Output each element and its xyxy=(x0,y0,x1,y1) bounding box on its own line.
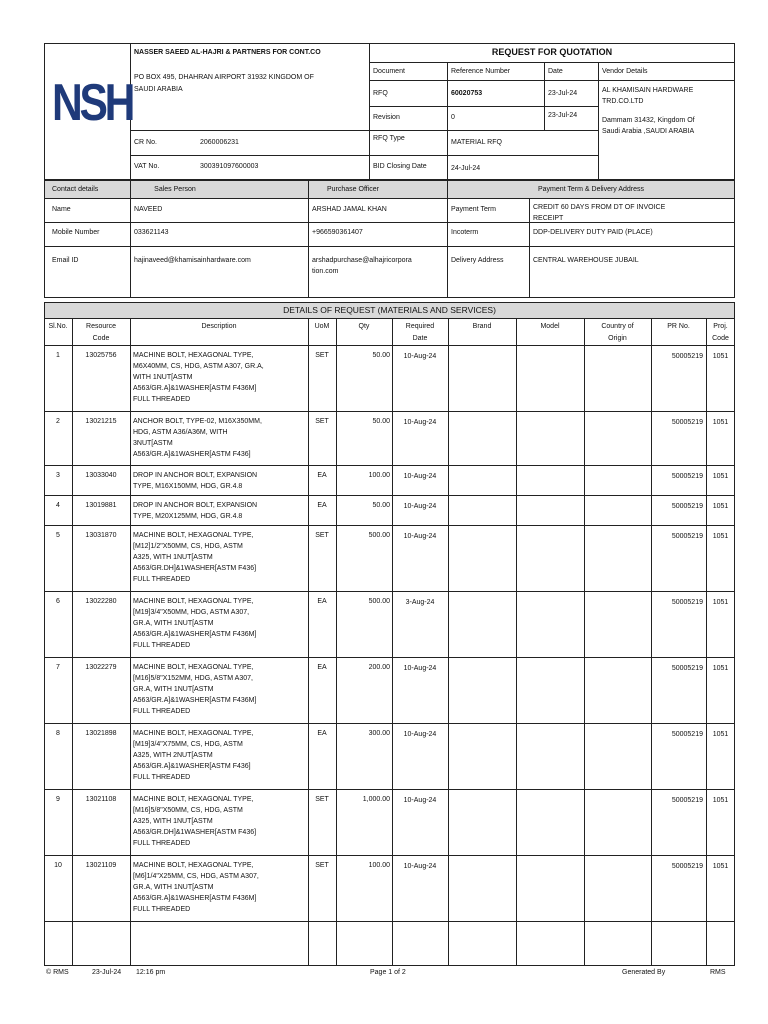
item-description-line: A563/GR.A]&1WASHER[ASTM F436M] xyxy=(133,631,257,638)
item-description-line: A563/GR.A]&1WASHER[ASTM F436M] xyxy=(133,895,257,902)
header-uom: UoM xyxy=(314,323,330,330)
item-proj-code: 1051 xyxy=(712,473,729,480)
item-uom: EA xyxy=(317,730,327,737)
item-description-line: A325, WITH 1NUT[ASTM xyxy=(133,554,213,561)
purchase-officer-header: Purchase Officer xyxy=(326,186,379,193)
item-description-line: ANCHOR BOLT, TYPE-02, M16X350MM, xyxy=(133,418,262,425)
item-description-line: [M16]5/8"X152MM, HDG, ASTM A307, xyxy=(133,675,253,682)
item-qty: 200.00 xyxy=(368,664,390,671)
item-proj-code: 1051 xyxy=(712,503,729,510)
footer-generated-label: Generated By xyxy=(622,969,666,976)
item-pr-no: 50005219 xyxy=(671,863,703,870)
item-uom: SET xyxy=(315,418,329,425)
header-model: Model xyxy=(540,323,560,330)
item-description-line: A325, WITH 1NUT[ASTM xyxy=(133,818,213,825)
header-pr-no: PR No. xyxy=(667,323,690,330)
item-required-date: 10-Aug-24 xyxy=(403,797,437,804)
item-proj-code: 1051 xyxy=(712,599,729,606)
item-description-line: FULL THREADED xyxy=(133,396,191,403)
item-description-line: A563/GR.A]&1WASHER[ASTM F436M] xyxy=(133,385,257,392)
item-uom: SET xyxy=(315,862,329,869)
footer-date: 23-Jul-24 xyxy=(92,969,122,976)
item-uom: SET xyxy=(315,796,329,803)
vendor-address-line1: Dammam 31432, Kingdom Of xyxy=(602,117,695,124)
header-proj-1: Proj. xyxy=(713,323,728,330)
item-sl-no: 8 xyxy=(56,730,60,737)
date-label: Date xyxy=(548,68,563,75)
item-description-line: DROP IN ANCHOR BOLT, EXPANSION xyxy=(133,472,258,479)
item-resource-code: 13021109 xyxy=(85,862,117,869)
header-description: Description xyxy=(201,323,237,330)
header-proj-2: Code xyxy=(712,335,729,342)
item-resource-code: 13021215 xyxy=(85,418,117,425)
purchase-mobile: +966590361407 xyxy=(312,229,363,236)
item-proj-code: 1051 xyxy=(712,863,729,870)
item-required-date: 10-Aug-24 xyxy=(403,863,437,870)
header-required-1: Required xyxy=(405,323,435,330)
item-uom: EA xyxy=(317,664,327,671)
item-required-date: 10-Aug-24 xyxy=(403,473,437,480)
payment-term-value-2: RECEIPT xyxy=(533,215,564,222)
item-resource-code: 13022279 xyxy=(85,664,117,671)
company-address-line2: SAUDI ARABIA xyxy=(134,86,183,93)
vendor-label: Vendor Details xyxy=(602,68,648,75)
cr-label: CR No. xyxy=(134,139,157,146)
contact-details-header: Contact details xyxy=(52,186,99,193)
item-qty: 100.00 xyxy=(368,472,390,479)
item-description-line: GR.A, WITH 1NUT[ASTM xyxy=(133,686,214,693)
sales-mobile: 033621143 xyxy=(134,229,169,236)
company-address-line1: PO BOX 495, DHAHRAN AIRPORT 31932 KINGDOM OF xyxy=(134,74,314,81)
item-sl-no: 1 xyxy=(56,352,60,359)
item-description-line: FULL THREADED xyxy=(133,708,191,715)
item-description-line: 3NUT[ASTM xyxy=(133,440,173,447)
cr-value: 2060006231 xyxy=(200,139,239,146)
item-pr-no: 50005219 xyxy=(671,533,703,540)
item-description-line: FULL THREADED xyxy=(133,576,191,583)
item-required-date: 3-Aug-24 xyxy=(405,599,435,606)
item-required-date: 10-Aug-24 xyxy=(403,353,437,360)
item-proj-code: 1051 xyxy=(712,731,729,738)
item-qty: 50.00 xyxy=(372,352,390,359)
item-description-line: [M19]3/4"X75MM, CS, HDG, ASTM xyxy=(133,741,243,748)
item-pr-no: 50005219 xyxy=(671,665,703,672)
rfq-title: REQUEST FOR QUOTATION xyxy=(491,47,613,57)
item-required-date: 10-Aug-24 xyxy=(403,503,437,510)
email-label: Email ID xyxy=(52,257,79,264)
item-qty: 50.00 xyxy=(372,502,390,509)
document-label: Document xyxy=(373,68,405,75)
item-pr-no: 50005219 xyxy=(671,599,703,606)
item-sl-no: 5 xyxy=(56,532,60,539)
footer-page: Page 1 of 2 xyxy=(370,969,406,976)
item-resource-code: 13021108 xyxy=(85,796,117,803)
payment-term-value-1: CREDIT 60 DAYS FROM DT OF INVOICE xyxy=(533,204,666,211)
item-uom: EA xyxy=(317,598,327,605)
item-required-date: 10-Aug-24 xyxy=(403,731,437,738)
item-description-line: [M19]3/4"X50MM, HDG, ASTM A307, xyxy=(133,609,250,616)
item-description-line: DROP IN ANCHOR BOLT, EXPANSION xyxy=(133,502,258,509)
item-description-line: MACHINE BOLT, HEXAGONAL TYPE, xyxy=(133,352,254,359)
rfq-type-value: MATERIAL RFQ xyxy=(451,139,502,146)
payment-delivery-header: Payment Term & Delivery Address xyxy=(537,186,645,193)
incoterm-label: Incoterm xyxy=(451,229,479,236)
item-description-line: WITH 1NUT[ASTM xyxy=(133,374,193,381)
item-description-line: A325, WITH 2NUT[ASTM xyxy=(133,752,213,759)
rfq-label: RFQ xyxy=(373,90,388,97)
company-logo: NSH xyxy=(52,74,133,132)
item-description-line: MACHINE BOLT, HEXAGONAL TYPE, xyxy=(133,862,254,869)
item-description-line: FULL THREADED xyxy=(133,774,191,781)
header-country-1: Country of xyxy=(601,323,634,330)
item-resource-code: 13033040 xyxy=(85,472,117,479)
item-qty: 1,000.00 xyxy=(362,796,390,803)
item-uom: EA xyxy=(317,472,327,479)
item-qty: 300.00 xyxy=(368,730,390,737)
item-description-line: GR.A, WITH 1NUT[ASTM xyxy=(133,620,214,627)
header-resource-1: Resource xyxy=(86,323,116,330)
item-description-line: MACHINE BOLT, HEXAGONAL TYPE, xyxy=(133,598,254,605)
item-sl-no: 3 xyxy=(56,472,60,479)
item-description-line: [M12]1/2"X50MM, CS, HDG, ASTM xyxy=(133,543,243,550)
item-required-date: 10-Aug-24 xyxy=(403,665,437,672)
purchase-email-line2[interactable]: tion.com xyxy=(312,268,339,275)
sales-person-header: Sales Person xyxy=(154,186,196,193)
item-qty: 100.00 xyxy=(368,862,390,869)
bid-closing-label: BID Closing Date xyxy=(373,163,427,170)
item-resource-code: 13022280 xyxy=(85,598,117,605)
item-sl-no: 6 xyxy=(56,598,60,605)
item-description-line: MACHINE BOLT, HEXAGONAL TYPE, xyxy=(133,730,254,737)
item-sl-no: 10 xyxy=(54,862,62,869)
item-proj-code: 1051 xyxy=(712,533,729,540)
item-description-line: TYPE, M20X125MM, HDG, GR.4.8 xyxy=(133,513,243,520)
rfq-date: 23-Jul-24 xyxy=(548,90,578,97)
item-pr-no: 50005219 xyxy=(671,731,703,738)
item-description-line: [M6]1/4"X25MM, CS, HDG, ASTM A307, xyxy=(133,873,259,880)
vat-label: VAT No. xyxy=(134,163,160,170)
item-description-line: A563/GR.A]&1WASHER[ASTM F436] xyxy=(133,763,251,770)
item-required-date: 10-Aug-24 xyxy=(403,533,437,540)
purchase-email-line1[interactable]: arshadpurchase@alhajricorpora xyxy=(312,257,412,264)
header-brand: Brand xyxy=(472,323,492,330)
item-pr-no: 50005219 xyxy=(671,353,703,360)
item-pr-no: 50005219 xyxy=(671,797,703,804)
vendor-name-line1: AL KHAMISAIN HARDWARE xyxy=(602,87,694,94)
item-description-line: [M16]5/8"X50MM, CS, HDG, ASTM xyxy=(133,807,243,814)
name-label: Name xyxy=(52,206,71,213)
item-description-line: MACHINE BOLT, HEXAGONAL TYPE, xyxy=(133,532,254,539)
item-sl-no: 9 xyxy=(56,796,60,803)
item-uom: SET xyxy=(315,352,329,359)
footer-generated-by: RMS xyxy=(710,969,726,976)
item-description-line: MACHINE BOLT, HEXAGONAL TYPE, xyxy=(133,796,254,803)
item-description-line: FULL THREADED xyxy=(133,840,191,847)
item-description-line: A563/GR.A]&1WASHER[ASTM F436] xyxy=(133,451,251,458)
header-slno: Sl.No. xyxy=(48,323,68,330)
header-required-2: Date xyxy=(412,335,428,342)
item-qty: 500.00 xyxy=(368,598,390,605)
header-block xyxy=(44,43,735,180)
mobile-label: Mobile Number xyxy=(52,229,100,236)
bid-closing-value: 24-Jul-24 xyxy=(451,165,481,172)
item-sl-no: 7 xyxy=(56,664,60,671)
item-qty: 50.00 xyxy=(372,418,390,425)
footer-time: 12:16 pm xyxy=(136,969,166,976)
item-description-line: FULL THREADED xyxy=(133,642,191,649)
payment-term-label: Payment Term xyxy=(451,206,496,213)
delivery-address-value: CENTRAL WAREHOUSE JUBAIL xyxy=(533,257,639,264)
item-sl-no: 2 xyxy=(56,418,60,425)
sales-name: NAVEED xyxy=(134,206,163,213)
item-description-line: FULL THREADED xyxy=(133,906,191,913)
company-name: NASSER SAEED AL-HAJRI & PARTNERS FOR CONT.CO xyxy=(134,49,321,56)
revision-date: 23-Jul-24 xyxy=(548,112,578,119)
purchase-name: ARSHAD JAMAL KHAN xyxy=(312,206,387,213)
item-description-line: MACHINE BOLT, HEXAGONAL TYPE, xyxy=(133,664,254,671)
item-description-line: A563/GR.DH]&1WASHER[ASTM F436] xyxy=(133,565,257,572)
item-proj-code: 1051 xyxy=(712,353,729,360)
item-description-line: A563/GR.DH]&1WASHER[ASTM F436] xyxy=(133,829,257,836)
item-description-line: HDG, ASTM A36/A36M, WITH xyxy=(133,429,228,436)
header-country-2: Origin xyxy=(608,335,627,342)
item-uom: SET xyxy=(315,532,329,539)
rfq-number: 60020753 xyxy=(451,90,483,97)
item-qty: 500.00 xyxy=(368,532,390,539)
item-resource-code: 13025756 xyxy=(85,352,117,359)
incoterm-value: DDP-DELIVERY DUTY PAID (PLACE) xyxy=(533,229,653,236)
details-title: DETAILS OF REQUEST (MATERIALS AND SERVICES) xyxy=(283,305,496,315)
item-description-line: A563/GR.A]&1WASHER[ASTM F436M] xyxy=(133,697,257,704)
reference-label: Reference Number xyxy=(451,68,511,75)
item-description-line: TYPE, M16X150MM, HDG, GR.4.8 xyxy=(133,483,243,490)
item-uom: EA xyxy=(317,502,327,509)
rfq-type-label: RFQ Type xyxy=(373,135,405,142)
item-proj-code: 1051 xyxy=(712,797,729,804)
item-resource-code: 13021898 xyxy=(85,730,117,737)
header-resource-2: Code xyxy=(92,335,110,342)
item-description-line: M6X40MM, CS, HDG, ASTM A307, GR.A, xyxy=(133,363,264,370)
delivery-address-label: Delivery Address xyxy=(451,257,504,264)
revision-label: Revision xyxy=(373,114,400,121)
vendor-address-line2: Saudi Arabia ,SAUDI ARABIA xyxy=(602,128,695,135)
item-proj-code: 1051 xyxy=(712,665,729,672)
sales-email[interactable]: hajinaveed@khamisainhardware.com xyxy=(134,257,251,264)
item-pr-no: 50005219 xyxy=(671,503,703,510)
revision-value: 0 xyxy=(451,114,455,121)
footer-copyright: © RMS xyxy=(46,969,69,976)
item-pr-no: 50005219 xyxy=(671,473,703,480)
item-resource-code: 13031870 xyxy=(85,532,117,539)
vendor-name-line2: TRD.CO.LTD xyxy=(602,98,644,105)
header-qty: Qty xyxy=(358,323,370,330)
item-sl-no: 4 xyxy=(56,502,60,509)
item-resource-code: 13019881 xyxy=(85,502,117,509)
item-description-line: GR.A, WITH 1NUT[ASTM xyxy=(133,884,214,891)
vat-value: 300391097600003 xyxy=(200,163,259,170)
item-proj-code: 1051 xyxy=(712,419,729,426)
item-pr-no: 50005219 xyxy=(671,419,703,426)
item-required-date: 10-Aug-24 xyxy=(403,419,437,426)
